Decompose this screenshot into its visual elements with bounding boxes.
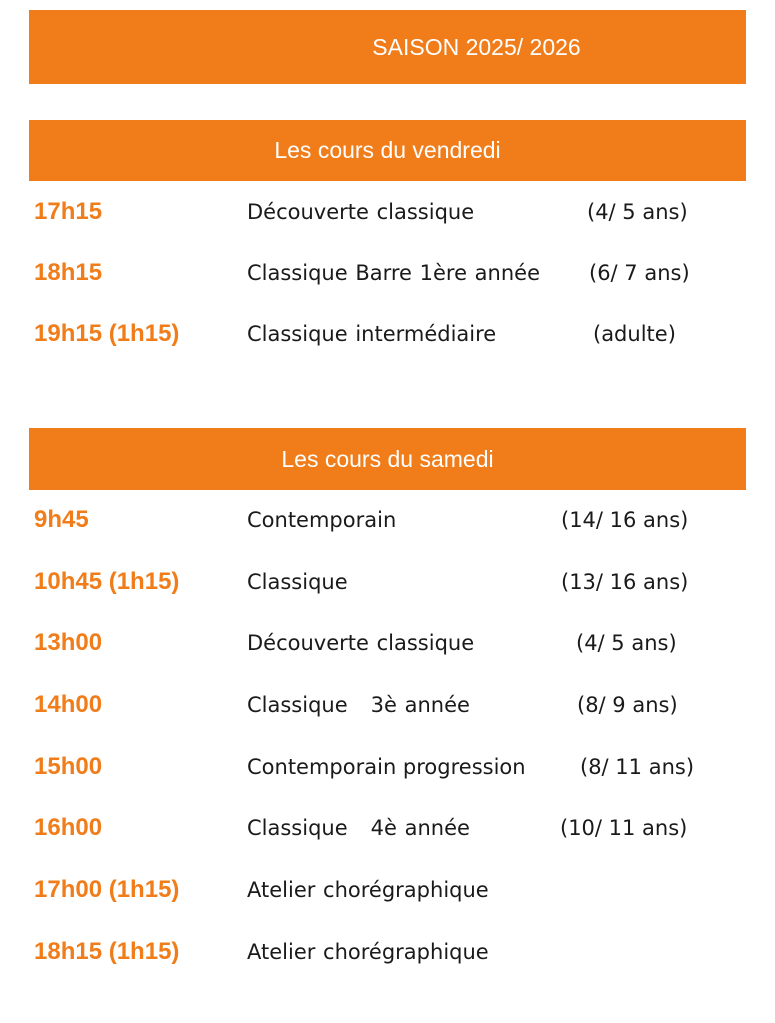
class-name: Classique 4è année [247,816,470,840]
class-name: Atelier chorégraphique [247,940,489,964]
class-time: 18h15 (1h15) [34,938,180,965]
class-age: (6/ 7 ans) [589,261,690,285]
class-age: (10/ 11 ans) [560,816,688,840]
class-time: 17h15 [34,198,103,225]
class-age: (4/ 5 ans) [587,200,688,224]
class-time: 10h45 (1h15) [34,568,180,595]
class-time: 9h45 [34,506,89,533]
class-time: 18h15 [34,259,103,286]
class-time: 19h15 (1h15) [34,320,180,347]
class-time: 13h00 [34,629,103,656]
class-name: Classique intermédiaire [247,322,497,346]
class-age: (4/ 5 ans) [576,631,677,655]
class-name: Contemporain [247,508,397,532]
class-time: 17h00 (1h15) [34,876,180,903]
class-name: Classique Barre 1ère année [247,261,541,285]
class-time: 16h00 [34,814,103,841]
season-header [29,10,746,84]
class-time: 15h00 [34,753,103,780]
saturday-row [0,685,775,725]
friday-section-title: Les cours du vendredi [274,137,501,163]
saturday-section-header [29,428,746,490]
friday-section-header [29,120,746,181]
class-age: (14/ 16 ans) [561,508,689,532]
saturday-row [0,623,775,663]
class-age: (8/ 11 ans) [580,755,695,779]
class-age: (adulte) [593,322,676,346]
class-age: (13/ 16 ans) [561,570,689,594]
saturday-row [0,562,775,602]
saturday-row [0,808,775,848]
friday-row [0,314,775,354]
class-name: Découverte classique [247,631,475,655]
saturday-row [0,500,775,540]
saturday-section-title: Les cours du samedi [281,445,494,472]
class-age: (8/ 9 ans) [577,693,678,717]
saturday-row [0,747,775,787]
saturday-row [0,870,775,910]
class-name: Classique [247,570,348,594]
saturday-row [0,932,775,972]
season-title: SAISON 2025/ 2026 [372,33,581,60]
class-time: 14h00 [34,691,103,718]
class-name: Découverte classique [247,200,475,224]
friday-row [0,253,775,293]
friday-row [0,192,775,232]
class-name: Classique 3è année [247,693,470,717]
class-name: Contemporain progression [247,755,526,779]
class-name: Atelier chorégraphique [247,878,489,902]
